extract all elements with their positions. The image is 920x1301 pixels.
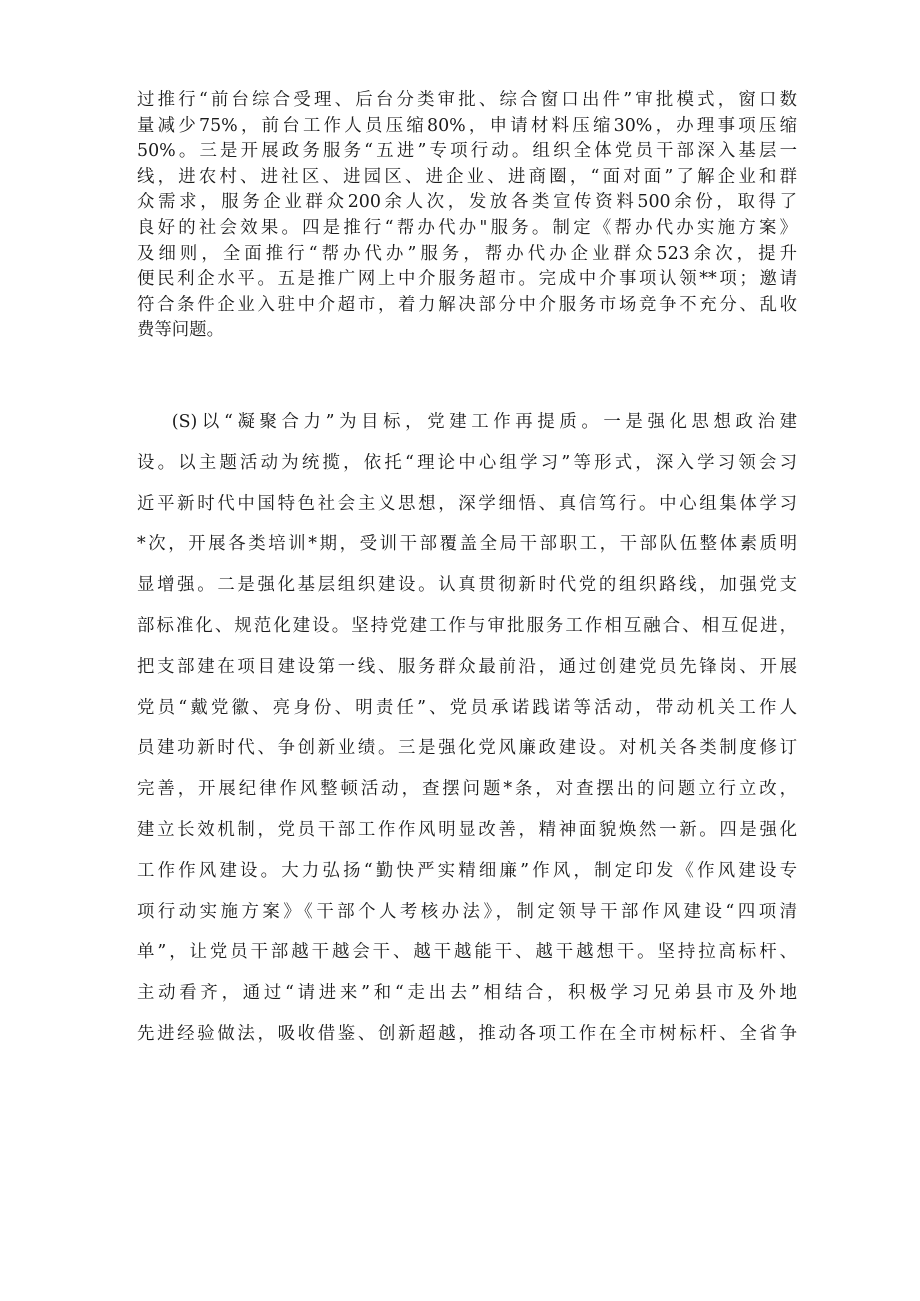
text-line: 过推行“前台综合受理、后台分类审批、综合窗口出件”审批模式，窗口数	[137, 90, 797, 110]
text-line: 线，进农村、进社区、进园区、进企业、进商圈，“面对面”了解企业和群	[137, 166, 797, 187]
text-line: 项行动实施方案》《干部个人考核办法》，制定领导干部作风建设“四项清	[137, 901, 797, 922]
text-line: 近平新时代中国特色社会主义思想，深学细悟、真信笃行。中心组集体学习	[137, 493, 797, 514]
text-line: 员建功新时代、争创新业绩。三是强化党风廉政建设。对机关各类制度修订	[137, 738, 797, 759]
text-line: 符合条件企业入驻中介超市，着力解决部分中介服务市场竞争不充分、乱收	[137, 294, 797, 315]
text-line: 建立长效机制，党员干部工作作风明显改善，精神面貌焕然一新。四是强化	[137, 819, 797, 840]
text-line: 费等问题。	[137, 320, 224, 341]
text-line: 部标准化、规范化建设。坚持党建工作与审批服务工作相互融合、相互促进，	[137, 615, 797, 636]
paragraph-government-services	[137, 88, 797, 344]
text-line: 党员“戴党徽、亮身份、明责任”、党员承诺践诺等活动，带动机关工作人	[137, 697, 797, 718]
text-line: 完善，开展纪律作风整顿活动，查摆问题*条，对查摆出的问题立行立改，	[137, 779, 797, 800]
text-line: 主动看齐，通过“请进来”和“走出去”相结合，积极学习兄弟县市及外地	[137, 983, 797, 1004]
text-line-indented: (S)以“凝聚合力”为目标，党建工作再提质。一是强化思想政治建	[171, 412, 797, 432]
text-line: 良好的社会效果。四是推行“帮办代办"服务。制定《帮办代办实施方案》	[137, 217, 797, 238]
text-line: 设。以主题活动为统揽，依托“理论中心组学习”等形式，深入学习领会习	[137, 452, 797, 473]
text-line: 显增强。二是强化基层组织建设。认真贯彻新时代党的组织路线，加强党支	[137, 575, 797, 596]
text-line: 先进经验做法，吸收借鉴、创新超越，推动各项工作在全市树标杆、全省争	[137, 1023, 797, 1044]
text-line: 工作作风建设。大力弘扬“勤快严实精细廉”作风，制定印发《作风建设专	[137, 860, 797, 881]
text-line: *次，开展各类培训*期，受训干部覆盖全局干部职工，干部队伍整体素质明	[137, 534, 797, 555]
text-line: 量减少75%，前台工作人员压缩80%，申请材料压缩30%，办理事项压缩	[137, 115, 797, 136]
text-line: 把支部建在项目建设第一线、服务群众最前沿，通过创建党员先锋岗、开展	[137, 656, 797, 677]
text-line: 50%。三是开展政务服务“五进”专项行动。组织全体党员干部深入基层一	[137, 141, 797, 162]
text-line: 单”，让党员干部越干越会干、越干越能干、越干越想干。坚持拉高标杆、	[137, 942, 797, 963]
paragraph-party-building	[137, 402, 797, 1055]
text-line: 及细则，全面推行“帮办代办”服务，帮办代办企业群众523余次，提升	[137, 243, 797, 264]
text-line: 便民利企水平。五是推广网上中介服务超市。完成中介事项认领**项；邀请	[137, 269, 797, 290]
text-line: 众需求，服务企业群众200余人次，发放各类宣传资料500余份，取得了	[137, 192, 797, 213]
